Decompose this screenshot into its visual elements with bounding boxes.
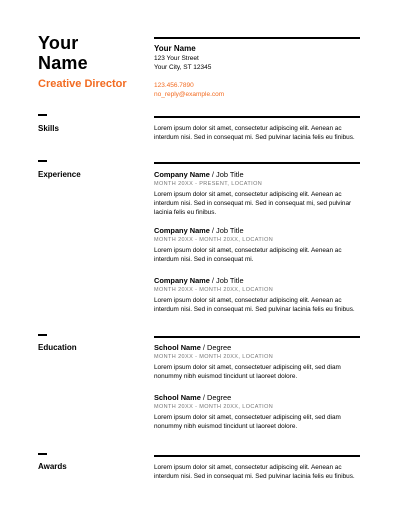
contact-divider [154,37,360,39]
education-heading: Education [38,343,77,352]
job-title: Job Title [216,226,244,235]
contact-email[interactable]: no_reply@example.com [154,91,225,98]
education-entry [154,343,360,381]
awards-text: Lorem ipsum dolor sit amet, consectetur adipiscing elit. Aenean ac interdum nisi. Sed in consequat mi. Sed pulvinar lacinia felis eu finibus. [154,464,355,480]
awards-divider [154,455,360,457]
skills-dash [38,114,47,116]
education-meta: MONTH 20XX - MONTH 20XX, LOCATION [154,404,274,410]
experience-heading: Experience [38,170,81,179]
contact-block [154,44,360,99]
role-title: Creative Director [38,78,127,90]
experience-entry [154,226,360,264]
contact-city: Your City, ST 12345 [154,64,212,71]
title-separator: / [209,170,217,179]
school-name: School Name [154,343,201,352]
title-separator: / [209,226,217,235]
company-name: Company Name [154,226,210,235]
experience-divider [154,162,360,164]
education-entry [154,393,360,431]
experience-entry [154,276,360,314]
job-description: Lorem ipsum dolor sit amet, consectetur adipiscing elit. Aenean ac interdum nisi. Sed in consequat mi. [154,247,342,263]
last-name: Name [38,53,88,73]
job-title: Job Title [216,276,244,285]
awards-heading: Awards [38,462,67,471]
experience-dash [38,160,47,162]
job-meta: MONTH 20XX - MONTH 20XX, LOCATION [154,287,274,293]
education-description: Lorem ipsum dolor sit amet, consectetuer adipiscing elit, sed diam nonummy nibh euismod tincidunt ut laoreet dolore. [154,414,341,430]
degree: Degree [207,343,232,352]
skills-heading: Skills [38,124,59,133]
title-separator: / [209,276,217,285]
degree: Degree [207,393,232,402]
awards-dash [38,453,47,455]
contact-street: 123 Your Street [154,55,199,62]
school-name: School Name [154,393,201,402]
job-description: Lorem ipsum dolor sit amet, consectetur adipiscing elit. Aenean ac interdum nisi. Sed in consequat mi. Sed in consequat mi, sed pulvinar lacinia felis eu finibus. [154,191,352,216]
title-separator: / [200,343,207,352]
name-block [38,33,148,90]
education-description: Lorem ipsum dolor sit amet, consectetuer adipiscing elit, sed diam nonummy nibh euismod tincidunt ut laoreet dolore. [154,364,341,380]
contact-name: Your Name [154,44,196,53]
job-meta: MONTH 20XX - MONTH 20XX, LOCATION [154,237,274,243]
skills-divider [154,116,360,118]
company-name: Company Name [154,170,210,179]
education-divider [154,336,360,338]
job-description: Lorem ipsum dolor sit amet, consectetur adipiscing elit. Aenean ac interdum nisi. Sed in consequat mi. Sed pulvinar lacinia felis eu finibus. [154,297,355,313]
education-meta: MONTH 20XX - MONTH 20XX, LOCATION [154,354,274,360]
skills-text: Lorem ipsum dolor sit amet, consectetur adipiscing elit. Aenean ac interdum nisi. Sed in consequat mi. Sed pulvinar lacinia felis eu finibus. [154,125,355,141]
education-dash [38,334,47,336]
first-name: Your [38,33,79,53]
experience-entry [154,170,360,217]
company-name: Company Name [154,276,210,285]
job-title: Job Title [216,170,244,179]
job-meta: MONTH 20XX - PRESENT, LOCATION [154,181,263,187]
title-separator: / [200,393,207,402]
contact-phone[interactable]: 123.456.7890 [154,82,194,89]
